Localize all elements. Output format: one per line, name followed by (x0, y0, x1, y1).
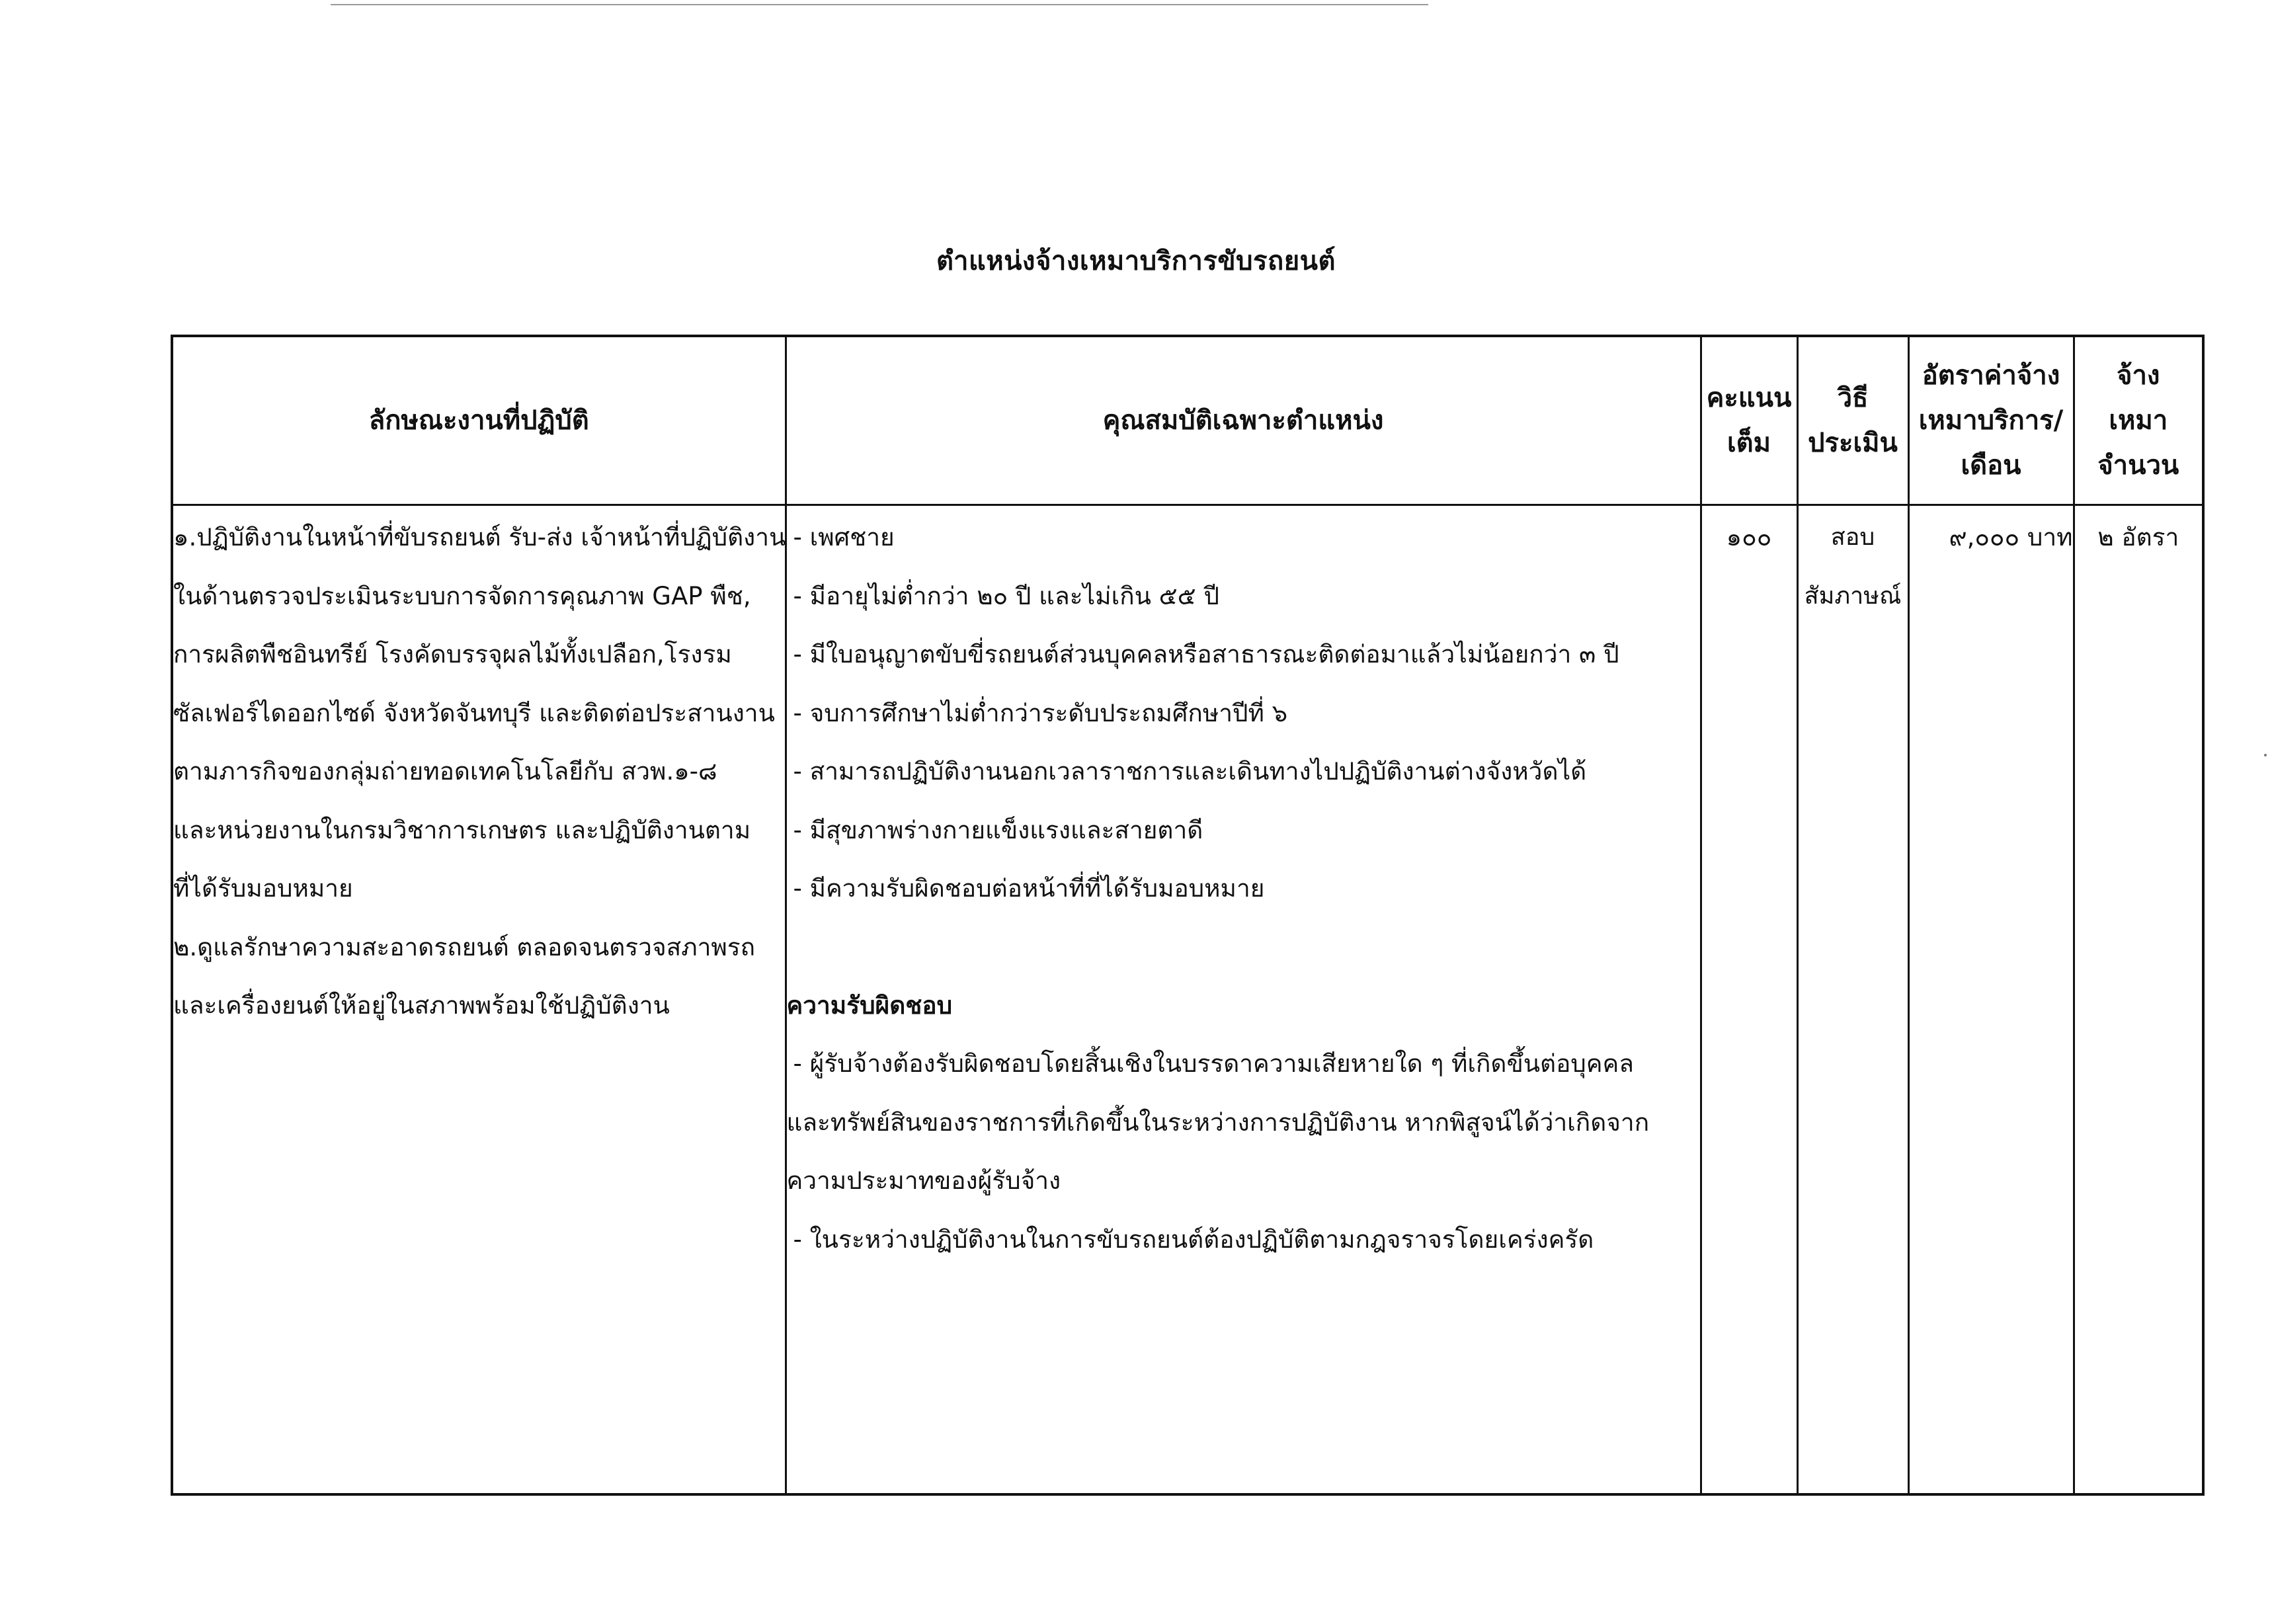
duties-line: การผลิตพืชอินทรีย์ โรงคัดบรรจุผลไม้ทั้งเปลือก,โรงรม (173, 640, 732, 669)
responsibility-line: - ในระหว่างปฏิบัติงานในการขับรถยนต์ต้องปฏิบัติตามกฎจราจรโดยเคร่งครัด (793, 1225, 1594, 1254)
header-rate-line-3: เดือน (1961, 450, 2021, 481)
duties-line: ในด้านตรวจประเมินระบบการจัดการคุณภาพ GAP พืช, (173, 581, 751, 610)
duties-line: และเครื่องยนต์ให้อยู่ในสภาพพร้อมใช้ปฏิบัติงาน (173, 991, 670, 1020)
header-rate-line-1: อัตราค่าจ้าง (1922, 360, 2060, 391)
full-score-cell: ๑๐๐ (1701, 505, 1797, 1495)
header-qualifications: คุณสมบัติเฉพาะตำแหน่ง (786, 336, 1701, 505)
header-count-line-2: เหมา (2109, 405, 2168, 436)
qualification-item: - มีอายุไม่ต่ำกว่า ๒๐ ปี และไม่เกิน ๕๕ ปี (793, 581, 1219, 610)
header-rate-line-2: เหมาบริการ/ (1918, 405, 2064, 436)
responsibility-line: และทรัพย์สินของราชการที่เกิดขึ้นในระหว่างการปฏิบัติงาน หากพิสูจน์ได้ว่าเกิดจาก (786, 1108, 1650, 1137)
rate-cell: ๙,๐๐๐ บาท (1908, 505, 2074, 1495)
duties-cell (172, 505, 786, 1495)
duties-line: ซัลเฟอร์ไดออกไซด์ จังหวัดจันทบุรี และติดต่อประสานงาน (173, 698, 775, 727)
method-line-2: สัมภาษณ์ (1804, 582, 1902, 610)
table-header-row (172, 336, 2203, 505)
responsibility-line: - ผู้รับจ้างต้องรับผิดชอบโดยสิ้นเชิงในบรรดาความเสียหายใด ๆ ที่เกิดขึ้นต่อบุคคล (793, 1049, 1634, 1078)
header-full-score-line-1: คะแนน (1706, 383, 1792, 413)
duties-line: ที่ได้รับมอบหมาย (173, 874, 353, 903)
method-line-1: สอบ (1830, 524, 1875, 551)
duties-line: ๑.ปฏิบัติงานในหน้าที่ขับรถยนต์ รับ-ส่ง เจ้าหน้าที่ปฏิบัติงาน (173, 523, 786, 551)
qualification-item: - จบการศึกษาไม่ต่ำกว่าระดับประถมศึกษาปีที่ ๖ (793, 698, 1288, 727)
header-method (1797, 336, 1908, 505)
responsibility-heading: ความรับผิดชอบ (786, 991, 953, 1020)
qualification-item: - สามารถปฏิบัติงานนอกเวลาราชการและเดินทางไปปฏิบัติงานต่างจังหวัดได้ (793, 757, 1587, 786)
header-rate (1908, 336, 2074, 505)
duties-line: ตามภารกิจของกลุ่มถ่ายทอดเทคโนโลยีกับ สวพ.๑-๘ (173, 757, 717, 786)
qualification-item: - มีสุขภาพร่างกายแข็งแรงและสายตาดี (793, 815, 1203, 844)
count-cell: ๒ อัตรา (2074, 505, 2203, 1495)
qualification-item: - เพศชาย (793, 523, 895, 551)
header-duties: ลักษณะงานที่ปฏิบัติ (172, 336, 786, 505)
responsibility-line: ความประมาทของผู้รับจ้าง (786, 1166, 1061, 1195)
header-count-line-3: จำนวน (2097, 450, 2179, 481)
scan-speck (2264, 754, 2267, 756)
duties-line: ๒.ดูแลรักษาความสะอาดรถยนต์ ตลอดจนตรวจสภาพรถ (173, 932, 756, 961)
header-full-score (1701, 336, 1797, 505)
qualifications-cell (786, 505, 1701, 1495)
qualification-item: - มีใบอนุญาตขับขี่รถยนต์ส่วนบุคคลหรือสาธารณะติดต่อมาแล้วไม่น้อยกว่า ๓ ปี (793, 640, 1619, 669)
method-cell (1797, 505, 1908, 1495)
header-method-line-1: วิธี (1837, 383, 1869, 413)
header-method-line-2: ประเมิน (1808, 428, 1898, 458)
header-count (2074, 336, 2203, 505)
page-title: ตำแหน่งจ้างเหมาบริการขับรถยนต์ (936, 246, 1336, 276)
header-count-line-1: จ้าง (2117, 360, 2160, 391)
header-full-score-line-2: เต็ม (1726, 428, 1771, 458)
duties-line: และหน่วยงานในกรมวิชาการเกษตร และปฏิบัติงานตาม (173, 815, 751, 844)
scan-edge-line (331, 4, 1428, 5)
table-row (172, 505, 2203, 1495)
qualification-item: - มีความรับผิดชอบต่อหน้าที่ที่ได้รับมอบหมาย (793, 874, 1265, 903)
position-table (171, 335, 2205, 1496)
